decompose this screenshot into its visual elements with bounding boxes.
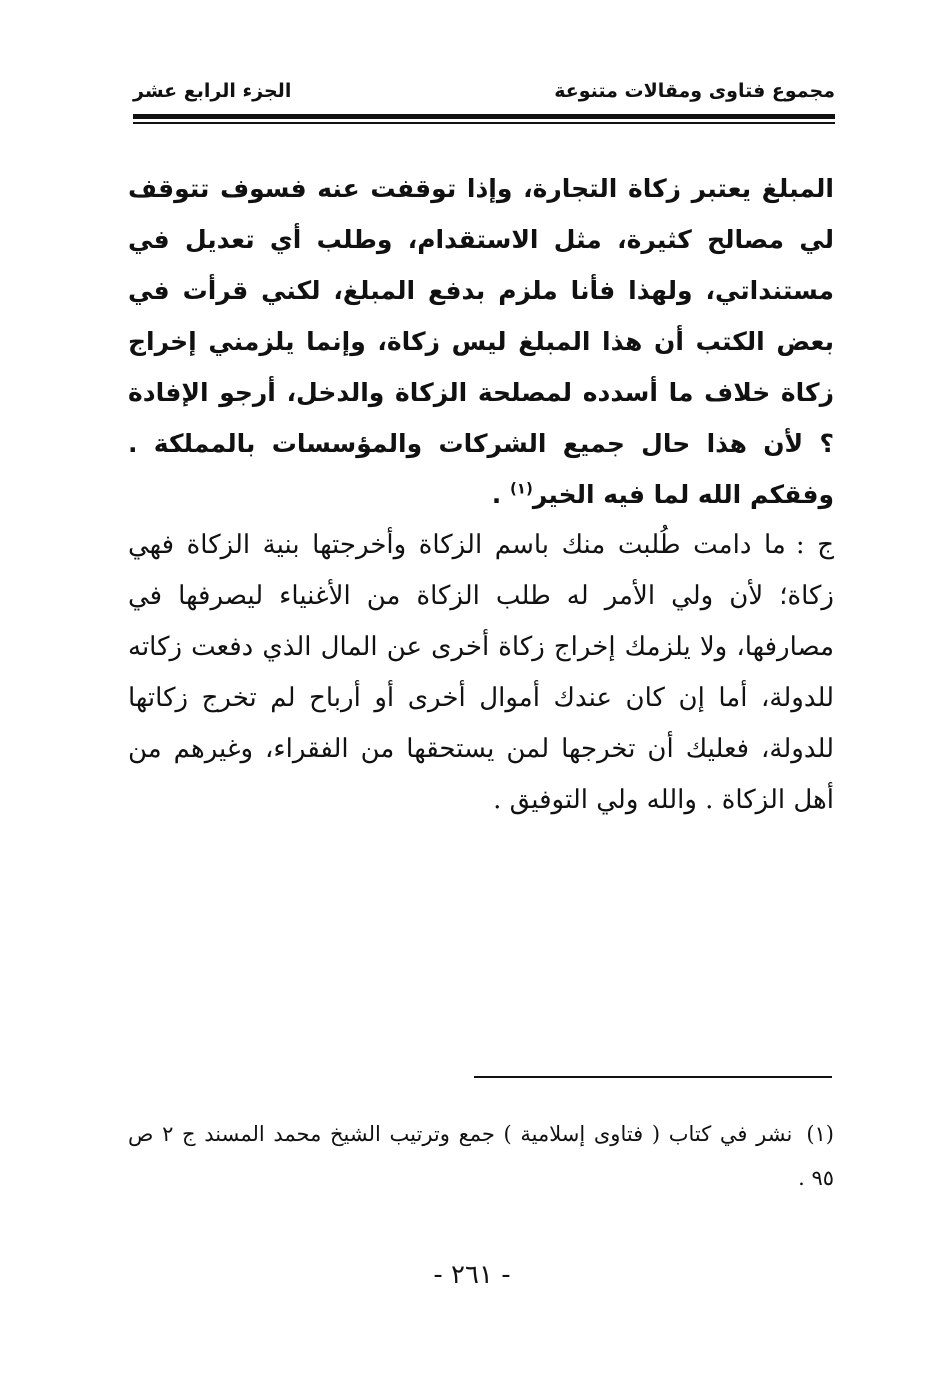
running-header bbox=[133, 80, 835, 110]
answer-paragraph bbox=[128, 520, 834, 826]
footnote-separator bbox=[474, 1076, 832, 1078]
question-text: المبلغ يعتبر زكاة التجارة، وإذا توقفت عنه فسوف تتوقف لي مصالح كثيرة، مثل الاستقدام، وطلب أي تعديل في مستنداتي، ولهذا فأنا ملزم بدفع المبلغ، لكني قرأت في بعض الكتب أن هذا المبلغ ليس زكاة، وإنما يلزمني إخراج زكاة خلاف ما أسدده لمصلحة الزكاة والدخل، أرجو الإفادة ؟ لأن هذا حال جميع الشركات والمؤسسات بالمملكة . وفقكم الله لما فيه الخير bbox=[128, 174, 834, 509]
footnote-number: (١) bbox=[806, 1122, 834, 1146]
book-title: مجموع فتاوى ومقالات متنوعة bbox=[554, 80, 835, 102]
question-paragraph bbox=[128, 163, 834, 520]
header-rule-thin bbox=[133, 122, 835, 124]
question-end: . bbox=[491, 480, 502, 509]
footnote bbox=[128, 1112, 834, 1200]
page-number: - ٢٦١ - bbox=[433, 1260, 511, 1290]
footnote-text: نشر في كتاب ( فتاوى إسلامية ) جمع وترتيب الشيخ محمد المسند ج ٢ ص ٩٥ . bbox=[128, 1122, 834, 1190]
answer-text: ما دامت طُلبت منك باسم الزكاة وأخرجتها بنية الزكاة فهي زكاة؛ لأن ولي الأمر له طلب الزكاة من الأغنياء ليصرفها في مصارفها، ولا يلزمك إخراج زكاة أخرى عن المال الذي دفعت زكاته للدولة، أما إن كان عندك أموال أخرى أو أرباح لم تخرج زكاتها للدولة، فعليك أن تخرجها لمن يستحقها من الفقراء، وغيرهم من أهل الزكاة . والله ولي التوفيق . bbox=[128, 530, 834, 815]
main-text bbox=[128, 163, 834, 826]
volume-label: الجزء الرابع عشر bbox=[133, 80, 292, 102]
answer-marker: ج : bbox=[795, 530, 834, 560]
header-rule-thick bbox=[133, 114, 835, 119]
footnote-reference: (١) bbox=[509, 479, 533, 498]
